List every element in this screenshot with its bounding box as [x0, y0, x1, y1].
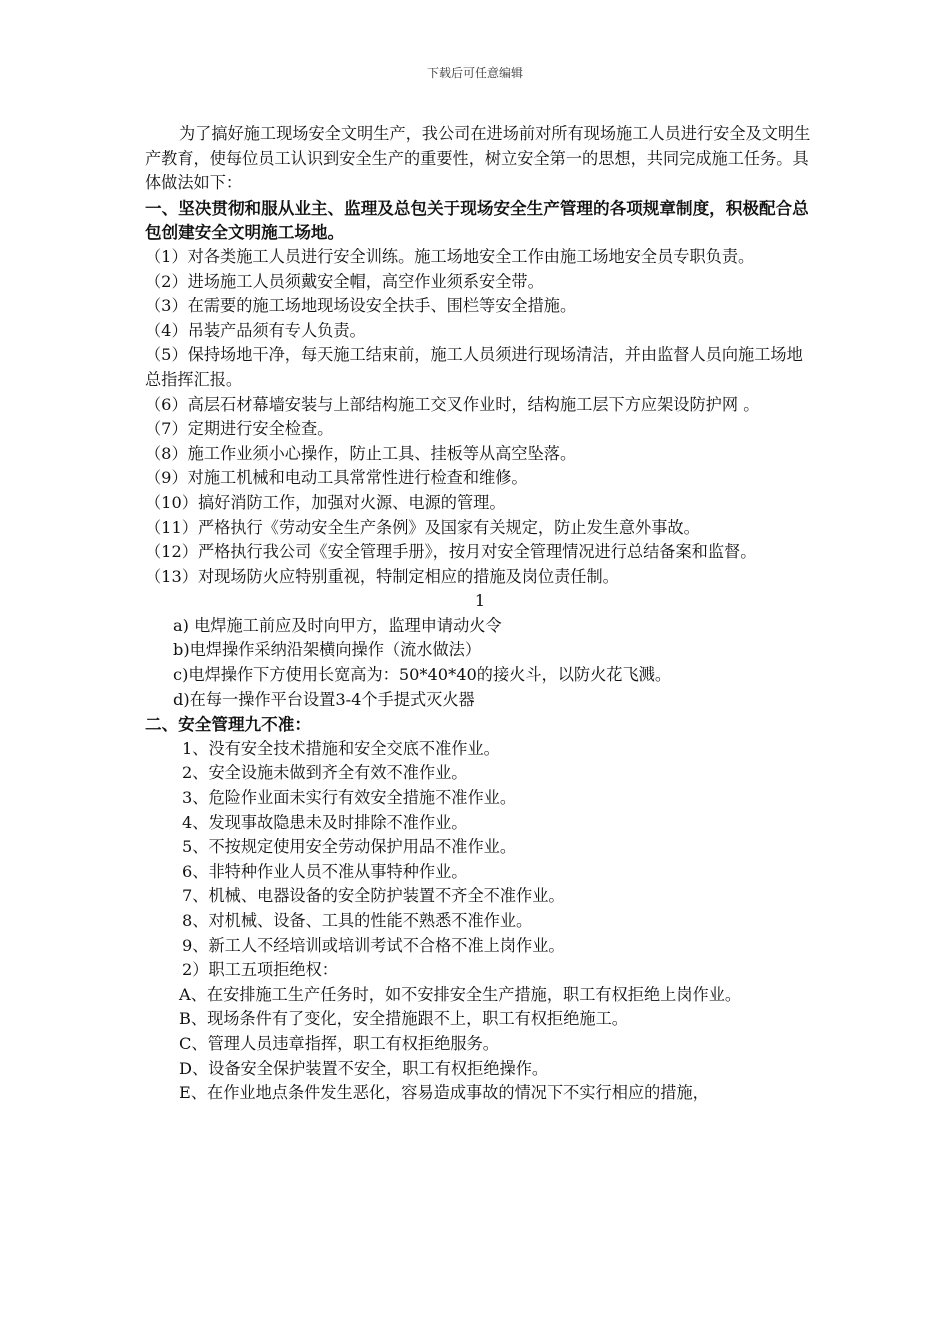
- rights-item: E、在作业地点条件发生恶化，容易造成事故的情况下不实行相应的措施，: [179, 1083, 709, 1103]
- list-item: （10）搞好消防工作，加强对火源、电源的管理。: [145, 492, 506, 512]
- section1-title: 一、坚决贯彻和服从业主、监理及总包关于现场安全生产管理的各项规章制度，积极配合总包创建安全文明施工场地。: [145, 197, 809, 243]
- rule-item: 8、对机械、设备、工具的性能不熟悉不准作业。: [182, 911, 533, 930]
- rights-title: 2）职工五项拒绝权：: [182, 960, 338, 980]
- list-item: （7）定期进行安全检查。: [145, 419, 334, 439]
- document-body: [145, 122, 815, 1106]
- rule-item: 1、没有安全技术措施和安全交底不准作业。: [182, 738, 500, 758]
- list-item: （5）保持场地干净，每天施工结束前，施工人员须进行现场清洁，并由监督人员向施工场地总指挥汇报。: [145, 345, 803, 389]
- list-item: （6）高层石材幕墙安装与上部结构施工交叉作业时，结构施工层下方应架设防护网 。: [145, 394, 760, 414]
- section2-title: 二、安全管理九不准：: [145, 714, 311, 735]
- rule-item: 9、新工人不经培训或培训考试不合格不准上岗作业。: [182, 935, 565, 955]
- rights-item: B、现场条件有了变化，安全措施跟不上，职工有权拒绝施工。: [179, 1009, 628, 1029]
- list-item: （8）施工作业须小心操作，防止工具、挂板等从高空坠落。: [145, 443, 577, 463]
- list-item: （3）在需要的施工场地现场设安全扶手、围栏等安全措施。: [145, 296, 577, 316]
- rule-item: 6、非特种作业人员不准从事特种作业。: [182, 861, 468, 881]
- fire-measure-item: a) 电焊施工前应及时向甲方，监理申请动火令: [173, 615, 502, 635]
- list-item: （9）对施工机械和电动工具常常性进行检查和维修。: [145, 468, 528, 488]
- page-number: 1: [474, 591, 486, 611]
- rule-item: 7、机械、电器设备的安全防护装置不齐全不准作业。: [182, 886, 565, 906]
- list-item: （13）对现场防火应特别重视，特制定相应的措施及岗位责任制。: [145, 566, 619, 586]
- rule-item: 3、危险作业面未实行有效安全措施不准作业。: [182, 788, 517, 808]
- rights-item: A、在安排施工生产任务时，如不安排安全生产措施，职工有权拒绝上岗作业。: [179, 984, 742, 1004]
- page-header: 下载后可任意编辑: [426, 66, 523, 80]
- rule-item: 4、发现事故隐患未及时排除不准作业。: [182, 812, 468, 832]
- list-item: （11）严格执行《劳动安全生产条例》及国家有关规定，防止发生意外事故。: [145, 517, 700, 537]
- fire-measure-item: c)电焊操作下方使用长宽高为：50*40*40的接火斗，以防火花飞溅。: [173, 665, 672, 685]
- fire-measure-item: d)在每一操作平台设置3-4个手提式灭火器: [173, 689, 475, 709]
- fire-measure-item: b)电焊操作采纳沿架横向操作（流水做法）: [173, 640, 482, 660]
- rule-item: 2、安全设施未做到齐全有效不准作业。: [182, 763, 468, 783]
- intro-paragraph: 为了搞好施工现场安全文明生产，我公司在进场前对所有现场施工人员进行安全及文明生产教育，使每位员工认识到安全生产的重要性，树立安全第一的思想，共同完成施工任务。具体做法如下：: [145, 124, 811, 193]
- list-item: （2）进场施工人员须戴安全帽，高空作业须系安全带。: [145, 271, 544, 291]
- list-item: （1）对各类施工人员进行安全训练。施工场地安全工作由施工场地安全员专职负责。: [145, 246, 755, 266]
- rule-item: 5、不按规定使用安全劳动保护用品不准作业。: [182, 837, 517, 857]
- rights-item: D、设备安全保护装置不安全，职工有权拒绝操作。: [179, 1058, 549, 1078]
- list-item: （12）严格执行我公司《安全管理手册》，按月对安全管理情况进行总结备案和监督。: [145, 542, 757, 562]
- list-item: （4）吊装产品须有专人负责。: [145, 320, 366, 340]
- rights-item: C、管理人员违章指挥，职工有权拒绝服务。: [179, 1033, 499, 1053]
